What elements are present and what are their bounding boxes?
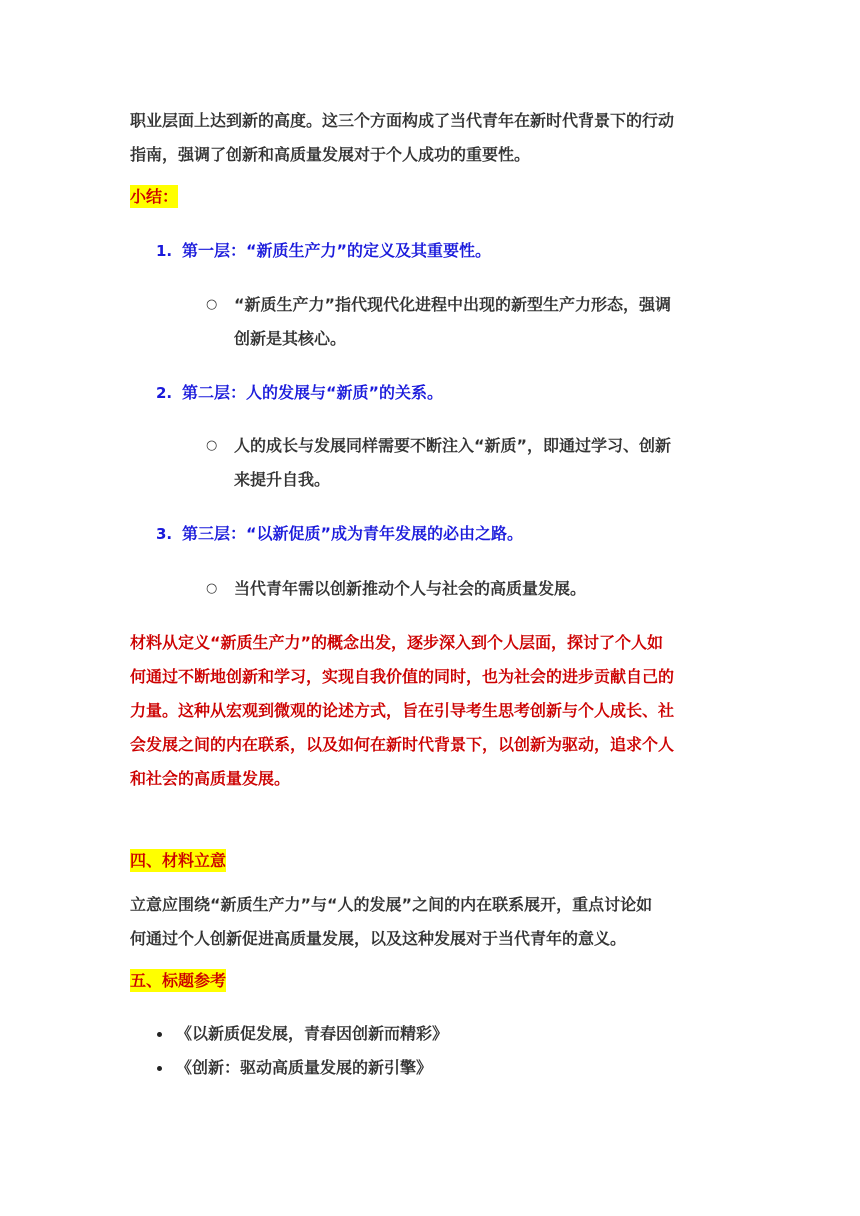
item-number: 2. — [156, 384, 173, 402]
analysis-line: 会发展之间的内在联系，以及如何在新时代背景下，以创新为驱动，追求个人 — [130, 735, 675, 754]
sub-line: 人的成长与发展同样需要不断注入“新质”，即通过学习、创新 — [234, 436, 672, 455]
analysis-line: 何通过不断地创新和学习，实现自我价值的同时，也为社会的进步贡献自己的 — [130, 667, 675, 686]
circle-bullet-icon: ○ — [206, 297, 218, 312]
intro-paragraph — [130, 104, 740, 172]
summary-heading: 小结： — [130, 187, 179, 206]
analysis-line: 材料从定义“新质生产力”的概念出发，逐步深入到个人层面，探讨了个人如 — [130, 633, 664, 652]
section5-heading: 五、标题参考 — [130, 971, 227, 990]
section4-line: 立意应围绕“新质生产力”与“人的发展”之间的内在联系展开，重点讨论如 — [130, 895, 653, 914]
item-number: 3. — [156, 525, 173, 543]
circle-bullet-icon: ○ — [206, 438, 218, 453]
sub-text — [234, 288, 671, 356]
bullet-dot-icon — [157, 1066, 162, 1071]
analysis-line: 力量。这种从宏观到微观的论述方式，旨在引导考生思考创新与个人成长、社 — [130, 701, 675, 720]
item-title: 第三层：“以新促质”成为青年发展的必由之路。 — [182, 524, 524, 543]
item-title: 第一层：“新质生产力”的定义及其重要性。 — [182, 241, 492, 260]
analysis-line: 和社会的高质量发展。 — [130, 769, 291, 788]
section4-paragraph — [130, 888, 740, 956]
bullet-dot-icon — [157, 1032, 162, 1037]
intro-line: 指南，强调了创新和高质量发展对于个人成功的重要性。 — [130, 145, 531, 164]
sub-line: 当代青年需以创新推动个人与社会的高质量发展。 — [234, 579, 587, 598]
section4-heading-block — [130, 844, 740, 878]
section4-line: 何通过个人创新促进高质量发展，以及这种发展对于当代青年的意义。 — [130, 929, 627, 948]
sub-line: 创新是其核心。 — [234, 329, 347, 348]
summary-heading-block — [130, 180, 740, 214]
sub-text — [234, 429, 671, 497]
circle-bullet-icon: ○ — [206, 581, 218, 596]
sub-line: 来提升自我。 — [234, 470, 331, 489]
section5-heading-block — [130, 964, 740, 998]
title-text: 《以新质促发展，青春因创新而精彩》 — [176, 1024, 449, 1043]
item-number: 1. — [156, 242, 173, 260]
analysis-paragraph — [130, 626, 740, 796]
sub-text — [234, 572, 586, 606]
item-title: 第二层：人的发展与“新质”的关系。 — [182, 383, 444, 402]
sub-line: “新质生产力”指代现代化进程中出现的新型生产力形态，强调 — [234, 295, 672, 314]
title-text: 《创新：驱动高质量发展的新引擎》 — [176, 1058, 433, 1077]
intro-line: 职业层面上达到新的高度。这三个方面构成了当代青年在新时代背景下的行动 — [130, 111, 675, 130]
section4-heading: 四、材料立意 — [130, 851, 227, 870]
